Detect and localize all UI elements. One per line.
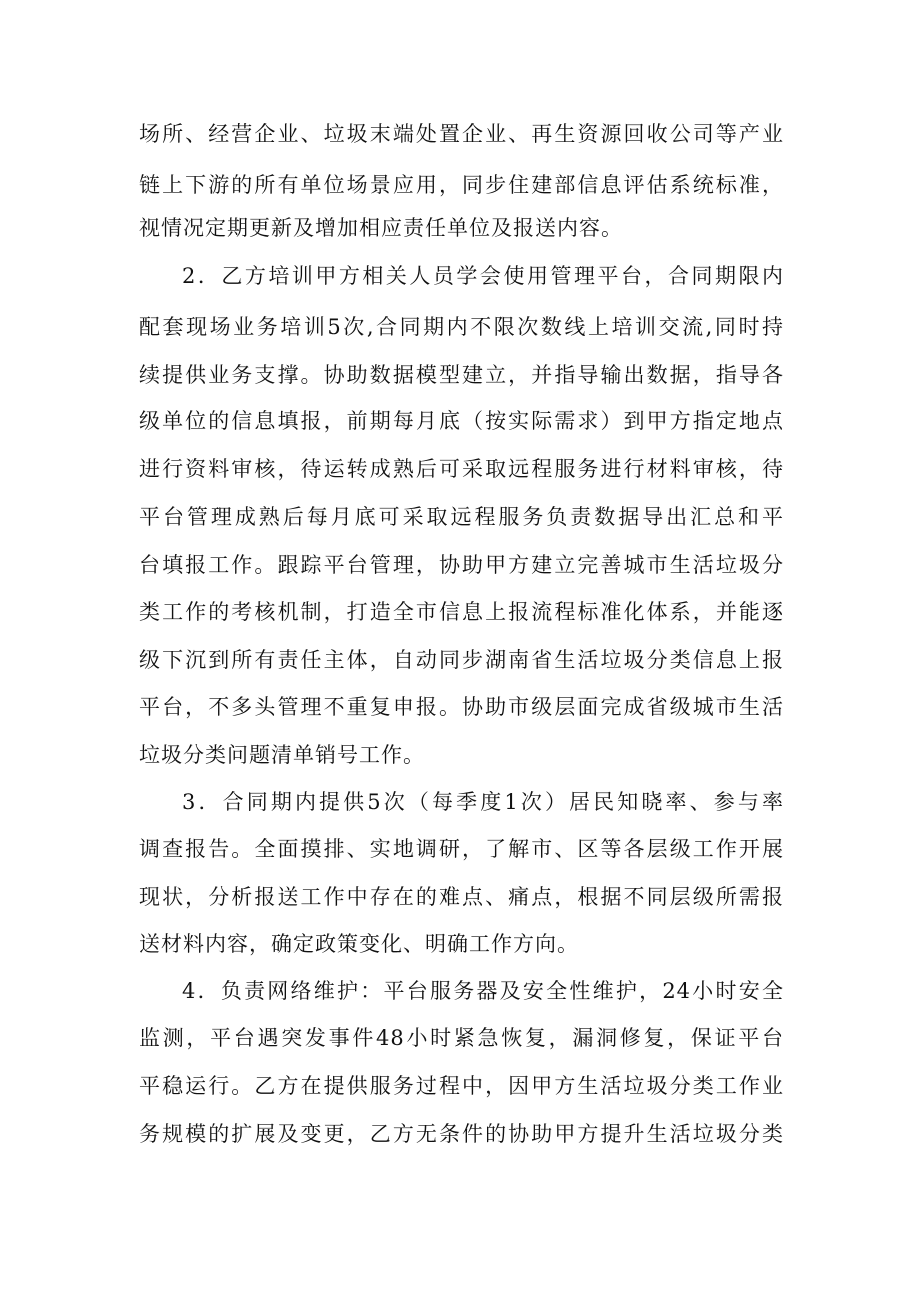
text-line: 级单位的信息填报，前期每月底（按实际需求）到甲方指定地点 bbox=[139, 409, 784, 433]
text-line: 现状，分析报送工作中存在的难点、痛点，根据不同层级所需报 bbox=[139, 885, 784, 909]
text-line: 视情况定期更新及增加相应责任单位及报送内容。 bbox=[139, 216, 623, 240]
text-line: 监测，平台遇突发事件48小时紧急恢复，漏洞修复，保证平台 bbox=[139, 1026, 784, 1050]
text-line: 链上下游的所有单位场景应用，同步住建部信息评估系统标准， bbox=[139, 173, 784, 197]
text-line: 场所、经营企业、垃圾末端处置企业、再生资源回收公司等产业 bbox=[139, 122, 784, 146]
text-line: 平稳运行。乙方在提供服务过程中，因甲方生活垃圾分类工作业 bbox=[139, 1074, 784, 1098]
text-line: 续提供业务支撑。协助数据模型建立，并指导输出数据，指导各 bbox=[139, 363, 784, 387]
text-line: 进行资料审核，待运转成熟后可采取远程服务进行材料审核，待 bbox=[139, 457, 784, 481]
text-line: 垃圾分类问题清单销号工作。 bbox=[139, 743, 425, 767]
text-line: 送材料内容，确定政策变化、明确工作方向。 bbox=[139, 932, 579, 956]
text-line: 调查报告。全面摸排、实地调研，了解市、区等各层级工作开展 bbox=[139, 837, 784, 861]
text-line: 务规模的扩展及变更，乙方无条件的协助甲方提升生活垃圾分类 bbox=[139, 1122, 784, 1146]
paragraph-3-start: 3．合同期内提供5次（每季度1次）居民知晓率、参与率 bbox=[182, 790, 784, 814]
paragraph-4-start: 4．负责网络维护：平台服务器及安全性维护，24小时安全 bbox=[182, 979, 784, 1003]
text-line: 配套现场业务培训5次,合同期内不限次数线上培训交流,同时持 bbox=[139, 315, 784, 339]
text-line: 类工作的考核机制，打造全市信息上报流程标准化体系，并能逐 bbox=[139, 600, 784, 624]
text-line: 台填报工作。跟踪平台管理，协助甲方建立完善城市生活垃圾分 bbox=[139, 553, 784, 577]
paragraph-2-start: 2．乙方培训甲方相关人员学会使用管理平台，合同期限内 bbox=[182, 264, 784, 288]
text-line: 平台，不多头管理不重复申报。协助市级层面完成省级城市生活 bbox=[139, 695, 784, 719]
text-line: 级下沉到所有责任主体，自动同步湖南省生活垃圾分类信息上报 bbox=[139, 648, 784, 672]
text-line: 平台管理成熟后每月底可采取远程服务负责数据导出汇总和平 bbox=[139, 505, 784, 529]
